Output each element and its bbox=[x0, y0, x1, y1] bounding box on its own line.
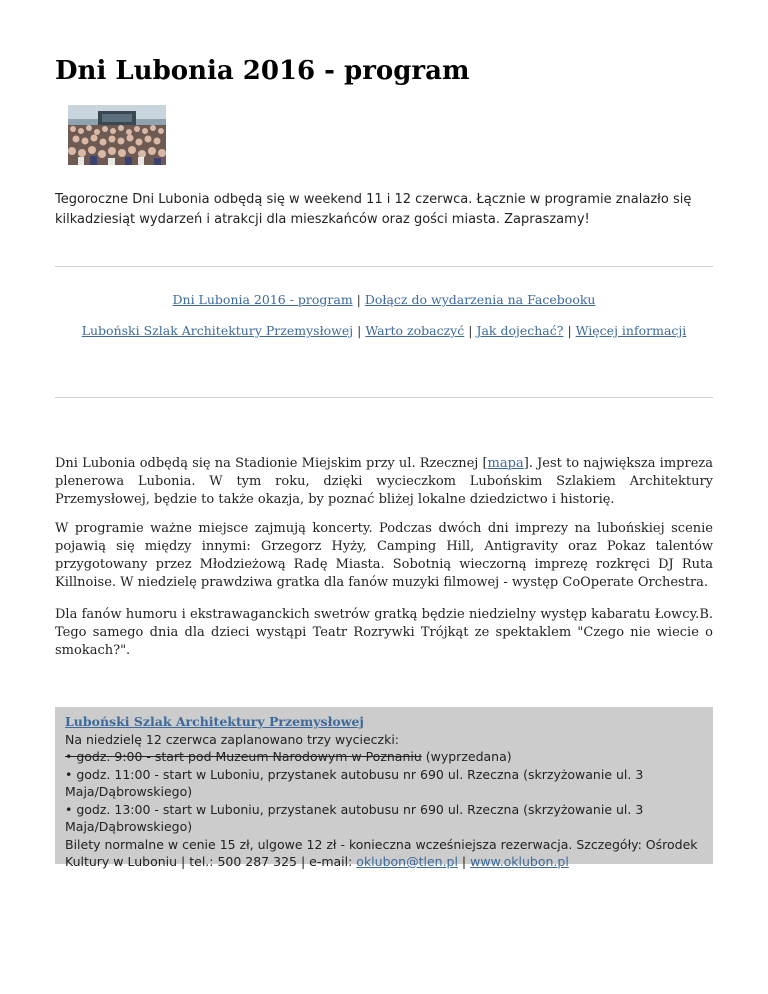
nav-link-warto-zobaczyc[interactable]: Warto zobaczyć bbox=[365, 323, 465, 338]
nav-link-program[interactable]: Dni Lubonia 2016 - program bbox=[172, 292, 353, 307]
trip-item-3: • godz. 13:00 - start w Luboniu, przystanek autobusu nr 690 ul. Rzeczna (skrzyżowanie ul. 3 Maja/Dąbrowskiego) bbox=[65, 801, 644, 834]
trips-title-link[interactable]: Luboński Szlak Architektury Przemysłowej bbox=[65, 714, 364, 729]
page-title: Dni Lubonia 2016 - program bbox=[55, 56, 470, 86]
tickets-info bbox=[65, 836, 703, 871]
trips-intro: Na niedzielę 12 czerwca zaplanowano trzy wycieczki: bbox=[65, 731, 400, 747]
trips-info-box bbox=[55, 707, 713, 869]
trip-item-1 bbox=[65, 748, 703, 766]
paragraph-location bbox=[55, 455, 713, 509]
nav-separator: | bbox=[567, 323, 572, 338]
trip-1-status: (wyprzedana) bbox=[421, 749, 512, 764]
nav-separator: | bbox=[357, 323, 362, 338]
divider-bottom bbox=[55, 397, 713, 398]
intro-paragraph: Tegoroczne Dni Lubonia odbędą się w weekend 11 i 12 czerwca. Łącznie w programie znalazło się kilkadziesiąt wydarzeń i atrakcji dla mieszkańców oraz gości miasta. Zapraszamy! bbox=[55, 192, 692, 227]
tickets-text: Bilety normalne w cenie 15 zł, ulgowe 12 zł - konieczna wcześniejsza rezerwacja. Szczegóły: Ośrodek Kultury w Luboniu | tel.: 500 287 325 | e-mail: bbox=[65, 836, 698, 869]
nav-link-wiecej-informacji[interactable]: Więcej informacji bbox=[575, 323, 687, 338]
map-link[interactable]: mapa bbox=[487, 456, 524, 471]
trip-1-text: • godz. 9:00 - start pod Muzeum Narodowym w Poznaniu bbox=[65, 749, 422, 764]
nav-separator: | bbox=[356, 292, 361, 307]
paragraph-cabaret: Dla fanów humoru i ekstrawaganckich swetrów gratką będzie niedzielny występ kabaratu Łowcy.B. Tego samego dnia dla dzieci wystąpi Teatr Rozrywki Trójkąt ze spektaklem "Czego nie wiecie o smokach?". bbox=[55, 607, 713, 658]
nav-separator: | bbox=[468, 323, 473, 338]
contact-separator: | bbox=[457, 854, 471, 869]
crowd-photo bbox=[68, 105, 166, 165]
nav-link-facebook[interactable]: Dołącz do wydarzenia na Facebooku bbox=[364, 292, 596, 307]
trip-item-2: • godz. 11:00 - start w Luboniu, przystanek autobusu nr 690 ul. Rzeczna (skrzyżowanie ul. 3 Maja/Dąbrowskiego) bbox=[65, 766, 644, 799]
nav-link-szlak[interactable]: Luboński Szlak Architektury Przemysłowej bbox=[81, 323, 354, 338]
nav-row-1 bbox=[55, 291, 713, 309]
email-link[interactable]: oklubon@tlen.pl bbox=[356, 854, 458, 869]
nav-row-2 bbox=[55, 322, 713, 340]
paragraph-concerts: W programie ważne miejsce zajmują koncerty. Podczas dwóch dni imprezy na lubońskiej scenie pojawią się między innymi: Grzegorz Hyży, Camping Hill, Antigravity oraz Pokaz talentów przygotowany przez Młodzieżową Radę Miasta. Sobotnią wieczorną imprezę rozkręci DJ Ruta Killnoise. W niedzielę prawdziwa gratka dla fanów muzyki filmowej - występ CoOperate Orchestra. bbox=[55, 521, 713, 590]
nav-link-jak-dojechac[interactable]: Jak dojechać? bbox=[476, 323, 564, 338]
paragraph-location-text-end: ]. Jest to największa impreza plenerowa Lubonia. W tym roku, dzięki wycieczkom Lubońskim Szlakiem Architektury Przemysłowej, będzie to także okazja, by poznać bliżej lokalne dziedzictwo i historię. bbox=[55, 456, 713, 507]
paragraph-location-text-start: Dni Lubonia odbędą się na Stadionie Miejskim przy ul. Rzecznej [ bbox=[55, 456, 488, 471]
website-link[interactable]: www.oklubon.pl bbox=[470, 854, 569, 869]
divider-top bbox=[55, 266, 713, 267]
